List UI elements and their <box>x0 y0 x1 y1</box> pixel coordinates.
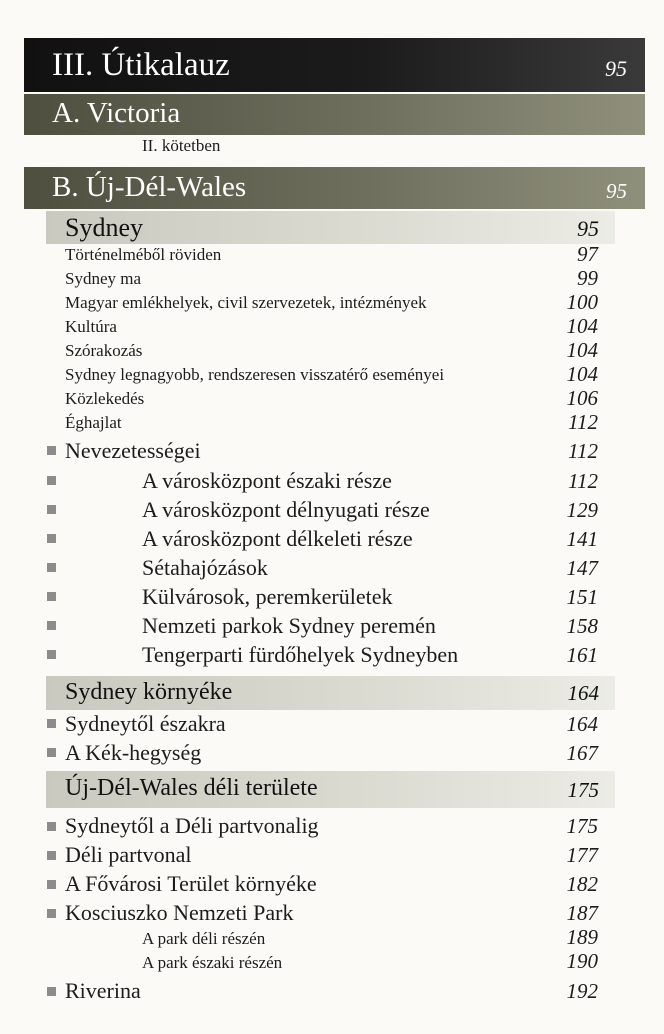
part-title: III. Útikalauz <box>52 47 230 83</box>
toc-page-number: 158 <box>566 614 598 638</box>
bullet-icon <box>47 719 56 728</box>
toc-page-number: 112 <box>568 410 598 434</box>
toc-entry: Sydney ma <box>65 269 142 288</box>
bullet-icon <box>47 505 56 514</box>
toc-page-number: 141 <box>566 527 598 551</box>
toc-entry: A park északi részén <box>142 953 283 972</box>
bullet-icon <box>47 621 56 630</box>
toc-entry: Sydneytől északra <box>65 711 226 736</box>
bullet-icon <box>47 592 56 601</box>
toc-page-number: 97 <box>577 242 598 266</box>
toc-page-number: 182 <box>566 872 598 896</box>
toc-page-number: 104 <box>566 362 598 386</box>
toc-page-number: 104 <box>566 338 598 362</box>
sydney-page: 95 <box>577 216 599 241</box>
bullet-icon <box>47 563 56 572</box>
toc-entry: Éghajlat <box>65 413 122 432</box>
toc-entry: A park déli részén <box>142 929 266 948</box>
bullet-icon <box>47 748 56 757</box>
bullet-icon <box>47 822 56 831</box>
toc-entry: A városközpont délnyugati része <box>142 497 430 522</box>
toc-entry: A városközpont délkeleti része <box>142 526 413 551</box>
toc-entry: A városközpont északi része <box>142 468 392 493</box>
toc-entry: Történelméből röviden <box>65 245 222 264</box>
toc-page-number: 187 <box>566 901 598 925</box>
surroundings-header <box>46 676 615 710</box>
bullet-icon <box>47 446 56 455</box>
bullet-icon <box>47 909 56 918</box>
toc-page-number: 112 <box>568 469 598 493</box>
toc-page-number: 104 <box>566 314 598 338</box>
section-b-page: 95 <box>606 179 627 203</box>
section-a-header <box>24 94 645 135</box>
toc-page-number: 175 <box>566 814 598 838</box>
surroundings-page: 164 <box>567 681 599 705</box>
toc-entry: Kultúra <box>65 317 117 336</box>
section-b-title: B. Új-Dél-Wales <box>52 171 247 203</box>
toc-page-number: 167 <box>566 741 598 765</box>
sights-page: 112 <box>568 439 598 463</box>
toc-page-number: 161 <box>566 643 598 667</box>
sights-title: Nevezetességei <box>65 438 201 463</box>
toc-entry: Közlekedés <box>65 389 145 408</box>
bullet-icon <box>47 987 56 996</box>
sydney-header <box>46 211 615 244</box>
toc-page-number: 164 <box>566 712 598 736</box>
toc-page-number: 100 <box>566 290 598 314</box>
toc-page-number: 129 <box>566 498 598 522</box>
bullet-icon <box>47 650 56 659</box>
sydney-title: Sydney <box>65 213 143 242</box>
surroundings-title: Sydney környéke <box>65 679 233 705</box>
toc-entry: Sétahajózások <box>142 555 268 580</box>
toc-entry: Nemzeti parkok Sydney peremén <box>142 613 436 638</box>
bullet-icon <box>47 851 56 860</box>
bullet-icon <box>47 534 56 543</box>
part-header <box>24 38 645 92</box>
toc-page-number: 99 <box>577 266 598 290</box>
bullet-icon <box>47 476 56 485</box>
toc-page-number: 147 <box>566 556 598 580</box>
toc-entry: Sydneytől a Déli partvonalig <box>65 813 319 838</box>
south-title: Új-Dél-Wales déli területe <box>65 775 318 801</box>
toc-page-number: 106 <box>566 386 598 410</box>
toc-entry: Kosciuszko Nemzeti Park <box>65 900 294 925</box>
toc-entry: Szórakozás <box>65 341 143 360</box>
south-page: 175 <box>567 778 599 802</box>
toc-entry: Sydney legnagyobb, rendszeresen visszatérő eseményei <box>65 365 445 384</box>
toc-entry: Külvárosok, peremkerületek <box>142 584 393 609</box>
toc-entry: Déli partvonal <box>65 842 192 867</box>
toc-page-number: 177 <box>566 843 598 867</box>
toc-entry: Tengerparti fürdőhelyek Sydneyben <box>142 642 459 667</box>
part-page: 95 <box>605 56 627 81</box>
toc-entry: A Fővárosi Terület környéke <box>65 871 317 896</box>
toc-entry: Magyar emlékhelyek, civil szervezetek, intézmények <box>65 293 427 312</box>
toc-entry: A Kék-hegység <box>65 740 202 765</box>
toc-page-number: 192 <box>566 979 598 1003</box>
toc-page-number: 190 <box>566 949 598 973</box>
section-a-note: II. kötetben <box>142 136 221 155</box>
section-b-header <box>24 167 645 209</box>
toc-page-number: 189 <box>566 925 598 949</box>
toc-page-number: 151 <box>566 585 598 609</box>
south-header <box>46 771 615 808</box>
section-a-title: A. Victoria <box>52 97 181 129</box>
bullet-icon <box>47 880 56 889</box>
toc-entry: Riverina <box>65 978 141 1003</box>
